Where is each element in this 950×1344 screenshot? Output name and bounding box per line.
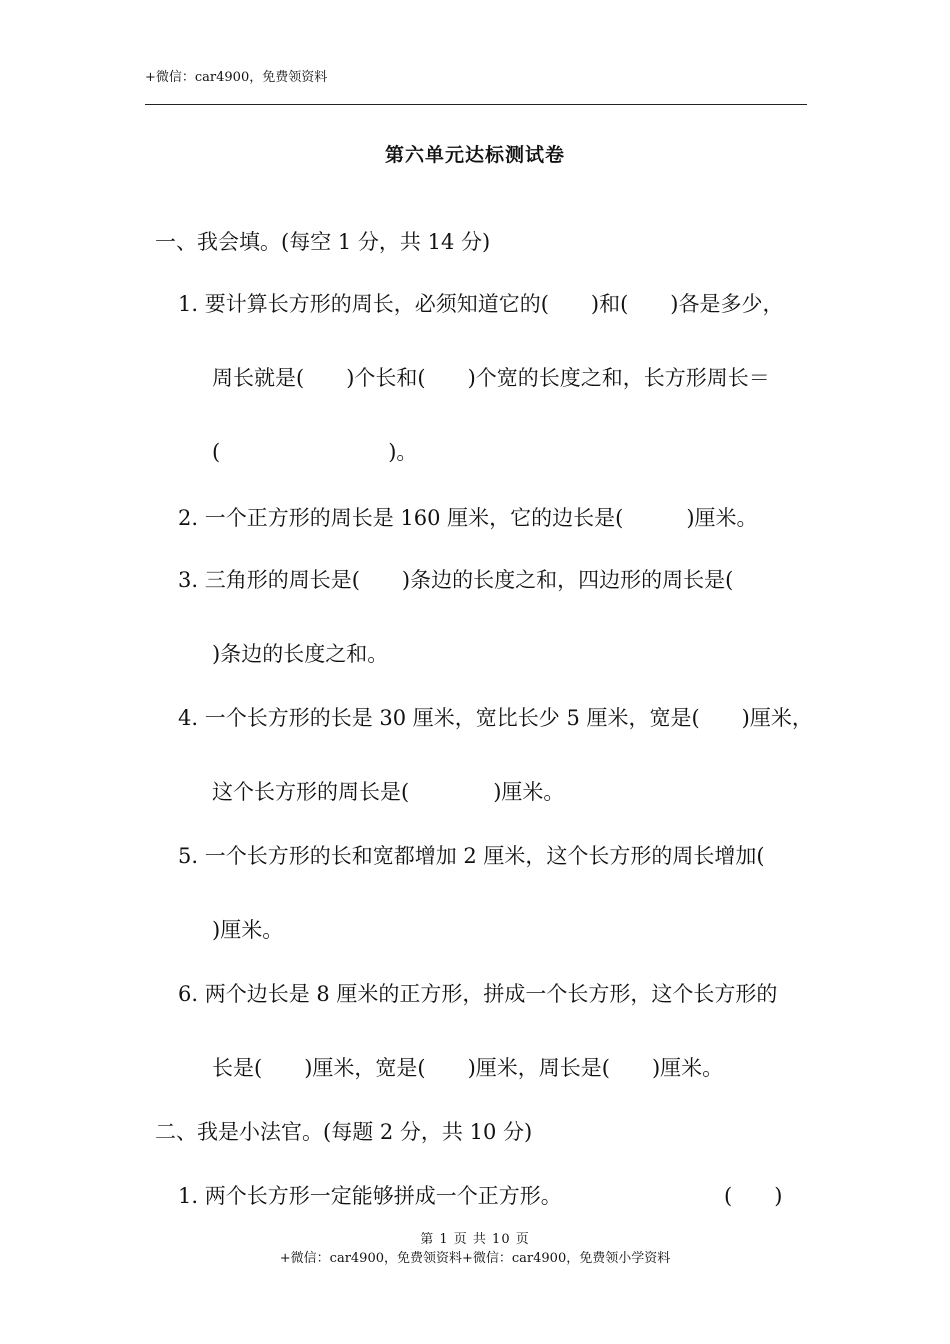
question-4-line-2: 这个长方形的周长是( )厘米。 [212,780,565,804]
question-3-line-2: )条边的长度之和。 [212,642,389,666]
section-1-heading: 一、我会填。(每空 1 分，共 14 分) [155,230,491,254]
question-5-line-2: )厘米。 [212,918,284,942]
header-note: +微信：car4900，免费领资料 [145,70,328,85]
page-number: 第 1 页 共 10 页 [420,1232,530,1247]
question-6-line-2: 长是( )厘米，宽是( )厘米，周长是( )厘米。 [212,1056,724,1080]
question-5-line-1: 5. 一个长方形的长和宽都增加 2 厘米，这个长方形的周长增加( [178,844,765,868]
page-title: 第六单元达标测试卷 [384,144,565,166]
question-6-line-1: 6. 两个边长是 8 厘米的正方形，拼成一个长方形，这个长方形的 [178,982,778,1006]
question-2-line-1: 2. 一个正方形的周长是 160 厘米，它的边长是( )厘米。 [178,506,758,530]
judge-question-1-answer-blank: ( ) [724,1184,783,1208]
question-3-line-1: 3. 三角形的周长是( )条边的长度之和，四边形的周长是( [178,568,734,592]
question-1-line-3: ( )。 [212,440,418,464]
footer-note: +微信：car4900，免费领资料+微信：car4900，免费领小学资料 [279,1251,671,1266]
question-4-line-1: 4. 一个长方形的长是 30 厘米，宽比长少 5 厘米，宽是( )厘米， [178,706,813,730]
question-1-line-1: 1. 要计算长方形的周长，必须知道它的( )和( )各是多少， [178,292,784,316]
header-divider [145,104,807,105]
section-2-heading: 二、我是小法官。(每题 2 分，共 10 分) [155,1120,533,1144]
question-1-line-2: 周长就是( )个长和( )个宽的长度之和，长方形周长＝ [212,366,770,390]
judge-question-1: 1. 两个长方形一定能够拼成一个正方形。 [178,1184,562,1208]
